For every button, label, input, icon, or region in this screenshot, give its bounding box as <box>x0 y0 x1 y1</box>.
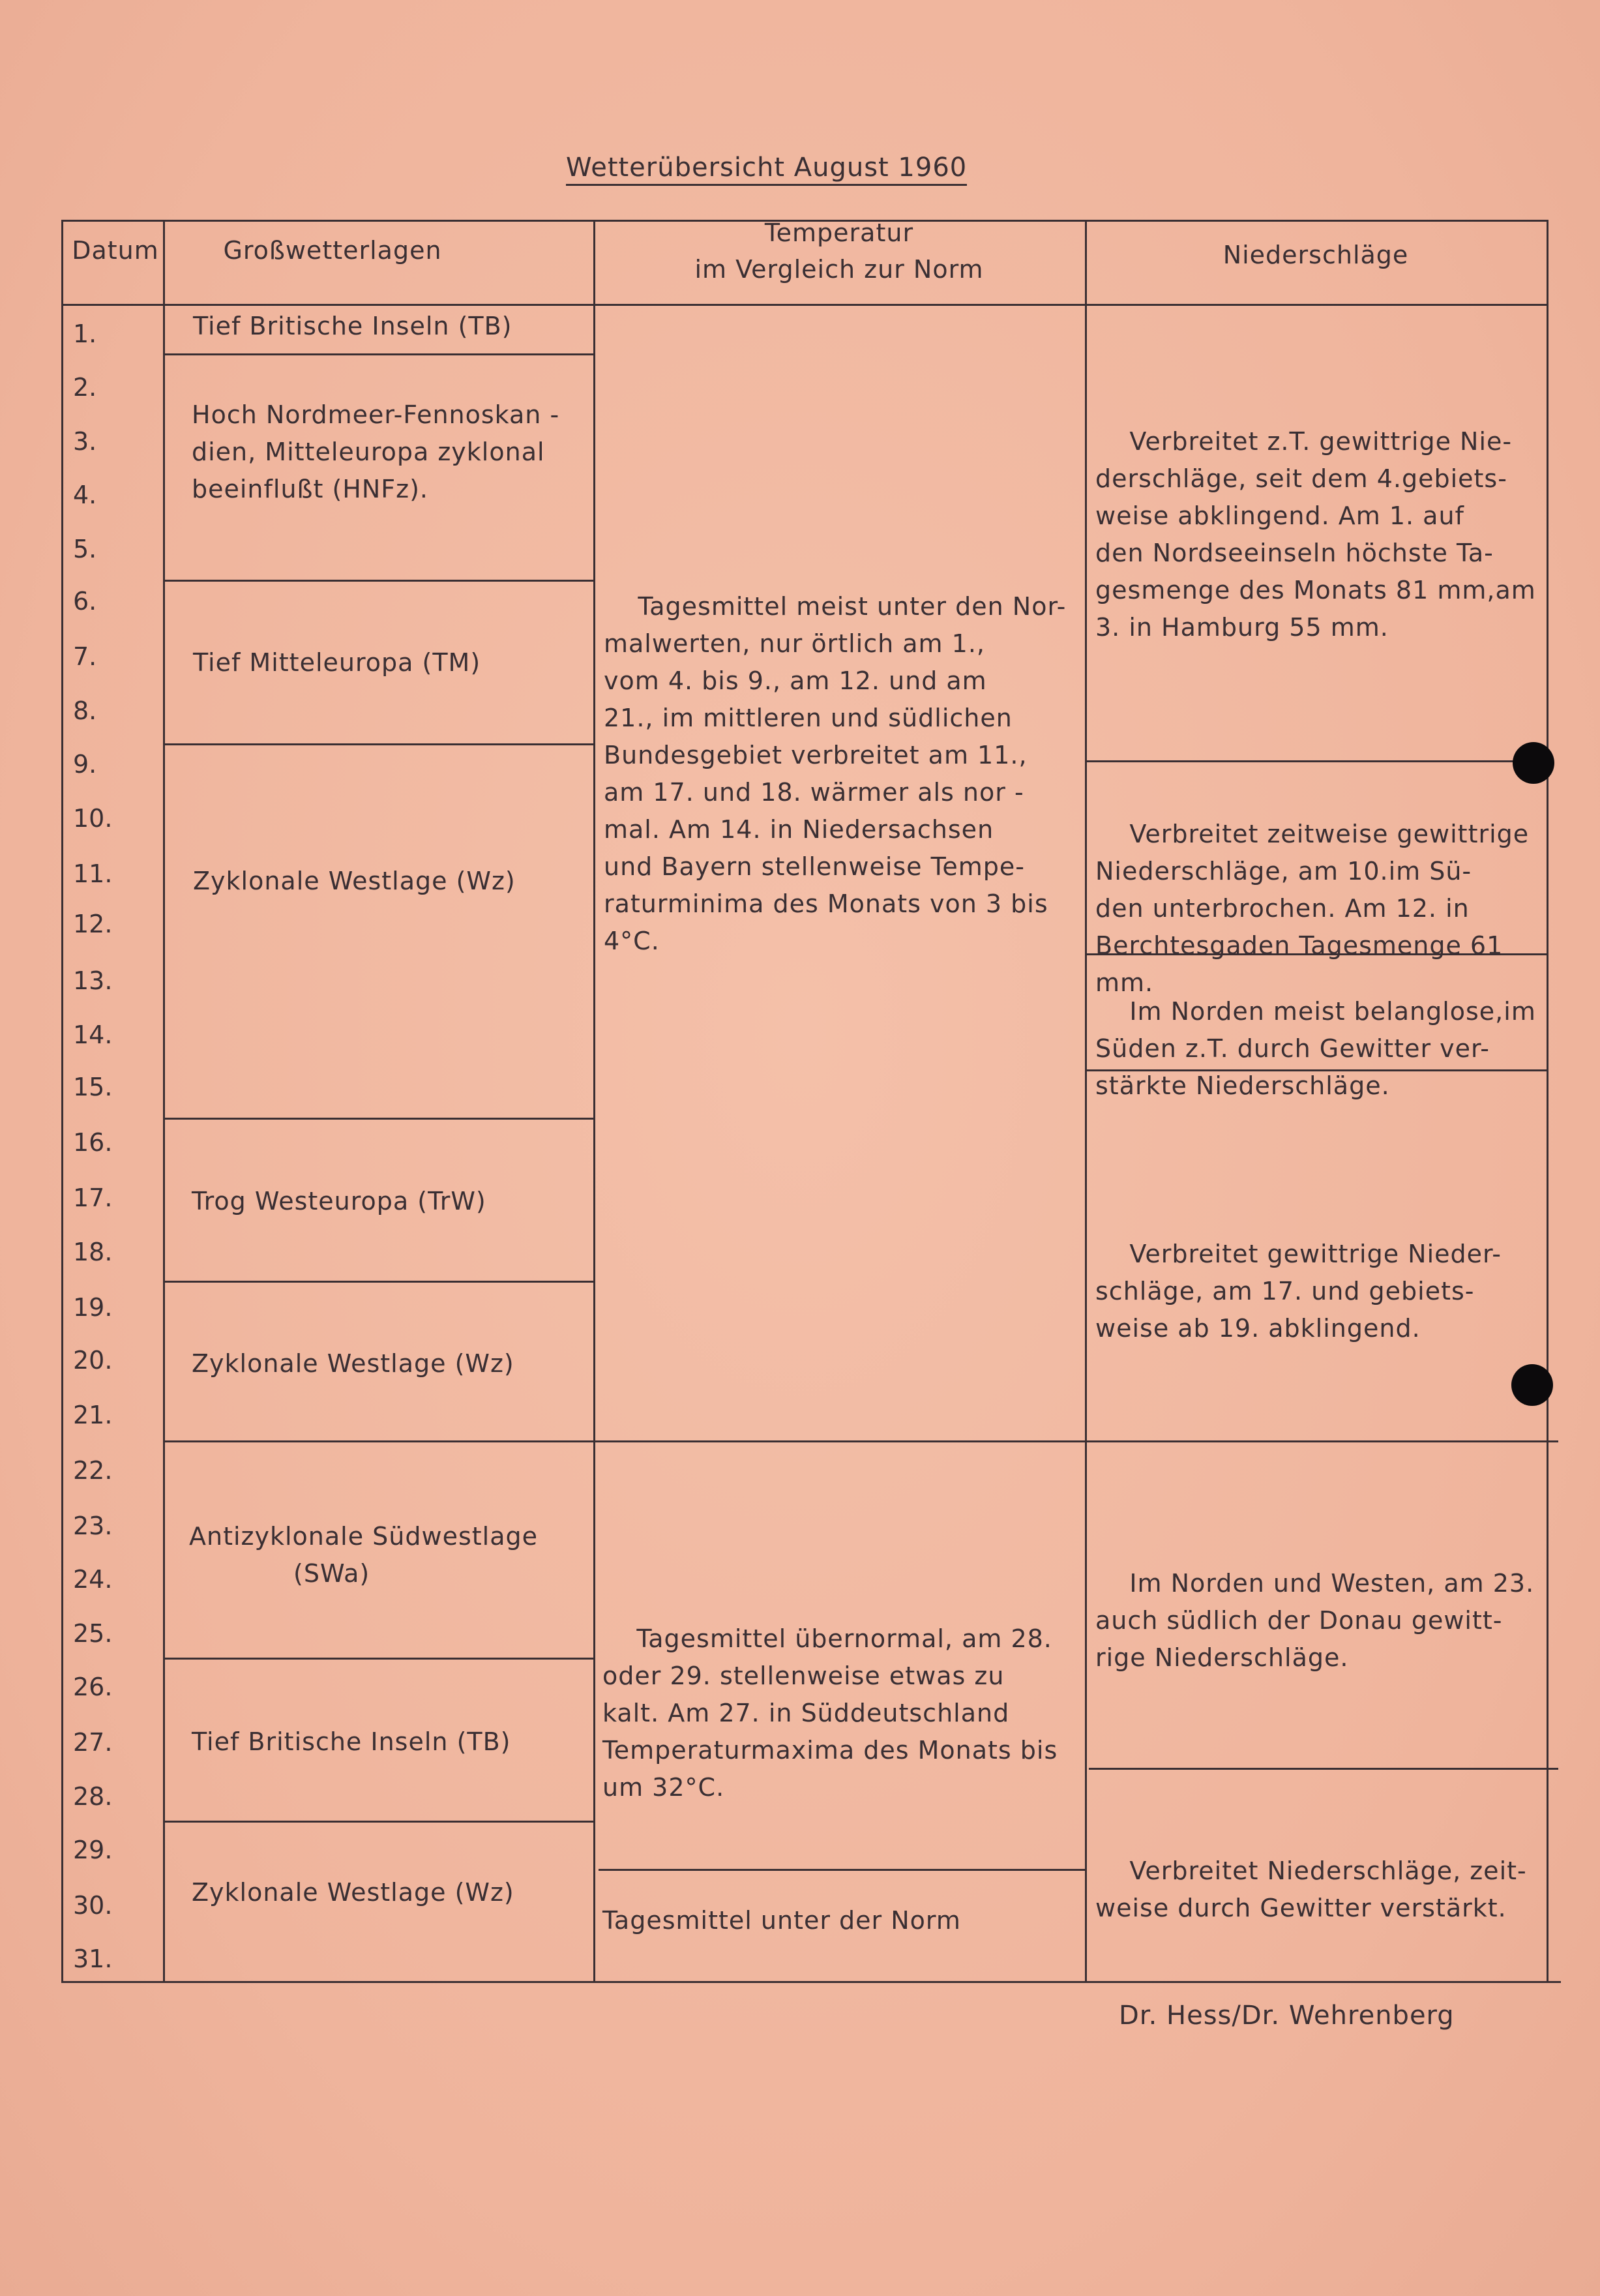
lage-block: Zyklonale Westlage (Wz) <box>192 1349 514 1378</box>
day-number: 12. <box>73 910 113 938</box>
day-number: 23. <box>73 1512 113 1540</box>
temp-separator <box>599 1869 1085 1871</box>
lagen-separator <box>163 1118 593 1120</box>
header-grosswetterlagen: Großwetterlagen <box>223 236 442 265</box>
day-number: 21. <box>73 1401 113 1429</box>
day-number: 13. <box>73 966 113 995</box>
datum-column-divider <box>163 220 165 1983</box>
day-number: 20. <box>73 1346 113 1375</box>
table-left-border <box>61 220 63 1983</box>
nieder-separator <box>1085 760 1547 762</box>
lagen-column-divider <box>593 220 595 1983</box>
lage-block: Tief Britische Inseln (TB) <box>193 312 512 340</box>
header-bottom-border <box>61 304 1548 306</box>
day-number: 8. <box>73 696 97 725</box>
lage-block: Tief Britische Inseln (TB) <box>192 1727 511 1756</box>
header-niederschlaege: Niederschläge <box>1222 241 1409 269</box>
day-number: 27. <box>73 1728 113 1757</box>
day-number: 14. <box>73 1021 113 1049</box>
nieder-block: Verbreitet gewittrige Nieder- schläge, am 17. und gebiets- weise ab 19. abklingend. <box>1095 1240 1502 1343</box>
day-number: 2. <box>73 373 97 402</box>
day-number: 16. <box>73 1128 113 1157</box>
day-number: 25. <box>73 1619 113 1648</box>
lage-block: Zyklonale Westlage (Wz) <box>192 1878 514 1907</box>
lage-block: Antizyklonale Südwestlage (SWa) <box>189 1522 538 1588</box>
lagen-separator <box>163 580 593 582</box>
signature: Dr. Hess/Dr. Wehrenberg <box>1119 2001 1455 2031</box>
half-month-separator <box>163 1440 1558 1442</box>
punch-hole <box>1513 742 1554 784</box>
table-bottom-border <box>61 1981 1561 1983</box>
table-right-border <box>1547 220 1548 1983</box>
day-number: 28. <box>73 1782 113 1811</box>
day-number: 6. <box>73 587 97 616</box>
header-datum: Datum <box>72 236 159 265</box>
day-number: 3. <box>73 427 97 456</box>
lagen-separator <box>163 1821 593 1823</box>
day-number: 18. <box>73 1238 113 1266</box>
day-number: 15. <box>73 1073 113 1101</box>
lage-block: Trog Westeuropa (TrW) <box>192 1187 486 1215</box>
lage-block: Hoch Nordmeer-Fennoskan - dien, Mitteleuropa zyklonal beeinflußt (HNFz). <box>192 400 560 503</box>
nieder-block: Im Norden meist belanglose,im Süden z.T. durch Gewitter ver- stärkte Niederschläge. <box>1095 997 1536 1100</box>
lagen-separator <box>163 743 593 745</box>
day-number: 17. <box>73 1184 113 1212</box>
lagen-separator <box>163 1281 593 1283</box>
header-temperatur: Temperatur <box>764 218 914 247</box>
day-number: 4. <box>73 481 97 509</box>
temp-block: Tagesmittel übernormal, am 28. oder 29. stellenweise etwas zu kalt. Am 27. in Süddeutschland Temperaturmaxima des Monats bis um 32°C. <box>602 1624 1058 1802</box>
lage-block: Tief Mitteleuropa (TM) <box>193 648 481 677</box>
day-number: 26. <box>73 1673 113 1701</box>
nieder-block: Verbreitet z.T. gewittrige Nie- derschläge, seit dem 4.gebiets- weise abklingend. Am 1. auf den Nordseeinseln höchste Ta- gesmenge des Monats 81 mm,am 3. in Hamburg 55 mm. <box>1095 427 1536 642</box>
day-number: 9. <box>73 750 97 779</box>
day-number: 22. <box>73 1456 113 1485</box>
day-number: 29. <box>73 1836 113 1864</box>
document-title: Wetterübersicht August 1960 <box>566 153 967 186</box>
lage-block: Zyklonale Westlage (Wz) <box>193 867 516 895</box>
day-number: 31. <box>73 1945 113 1973</box>
temp-block: Tagesmittel unter der Norm <box>602 1906 961 1935</box>
temp-column-divider <box>1085 220 1087 1983</box>
day-number: 5. <box>73 535 97 563</box>
day-number: 1. <box>73 320 97 348</box>
day-number: 11. <box>73 859 113 888</box>
day-number: 24. <box>73 1565 113 1594</box>
nieder-block: Verbreitet Niederschläge, zeit- weise durch Gewitter verstärkt. <box>1095 1856 1527 1922</box>
header-temperatur-sub: im Vergleich zur Norm <box>694 255 984 284</box>
lagen-separator <box>163 1658 593 1660</box>
day-number: 7. <box>73 642 97 671</box>
nieder-block: Verbreitet zeitweise gewittrige Niederschläge, am 10.im Sü- den unterbrochen. Am 12. in Berchtesgaden Tagesmenge 61 mm. <box>1095 820 1530 997</box>
day-number: 30. <box>73 1891 113 1920</box>
temp-block: Tagesmittel meist unter den Nor- malwerten, nur örtlich am 1., vom 4. bis 9., am 12. und am 21., im mittleren und südlichen Bundesgebiet verbreitet am 11., am 17. und 18. wärmer als nor - mal. Am 14. in Niedersachsen und Bayern stellenweise Tempe- raturminima des Monats von 3 bis 4°C. <box>604 592 1067 955</box>
day-number: 19. <box>73 1293 113 1322</box>
nieder-separator <box>1089 1768 1558 1770</box>
punch-hole <box>1511 1364 1553 1406</box>
lagen-separator <box>163 353 593 355</box>
nieder-block: Im Norden und Westen, am 23. auch südlich der Donau gewitt- rige Niederschläge. <box>1095 1569 1535 1672</box>
day-number: 10. <box>73 804 113 833</box>
